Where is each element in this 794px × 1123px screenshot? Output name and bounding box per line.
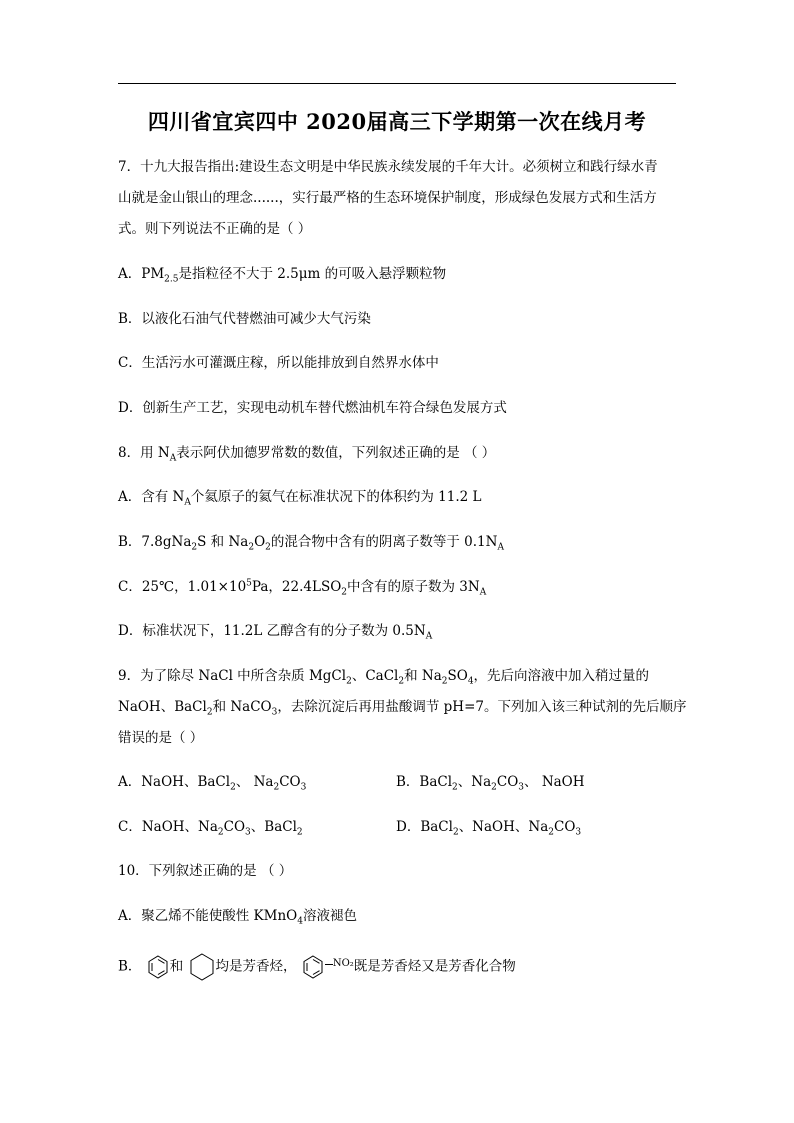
q7-stem-line2: 山就是金山银山的理念......，实行最严格的生态环境保护制度，形成绿色发展方式和生活方 [118, 190, 657, 206]
q9-option-c: C．NaOH、$Na_2CO_3$、BaCl$_2$ [118, 819, 303, 838]
q8-option-d: D．标准状况下，11.2L 乙醇含有的分子数为 $0.5N_A$ [118, 623, 433, 642]
q8-option-b: B．7.8gNa$_2$S 和 $Na_2O_2$的混合物中含有的阴离子数等于 $0.1N_A$ [118, 534, 504, 553]
q10-option-b: B． 和 均是芳香烃， $^{NO_2}$既是芳香烃又是芳香化合物 [118, 953, 516, 981]
q8-stem: 8．用 $N_A$表示阿伏加德罗常数的数值，下列叙述正确的是 （ ） [118, 445, 496, 464]
q9-option-a: A．NaOH、BaCl$_2$、 $Na_2CO_3$ [118, 774, 307, 793]
cyclohexane-ring-icon [189, 953, 215, 981]
q9-option-b: B．BaCl$_2$、$Na_2CO_3$、 NaOH [396, 774, 585, 793]
q7-option-c: C．生活污水可灌溉庄稼，所以能排放到自然界水体中 [118, 355, 439, 371]
q9-stem-line1: 9．为了除尽 NaCl 中所含杂质 MgCl$_2$、CaCl$_2$和 $Na_2SO_4$，先后向溶液中加入稍过量的 [118, 668, 650, 687]
q9-option-d: D．BaCl$_2$、NaOH、$Na_2CO_3$ [396, 819, 582, 838]
header-rule [118, 83, 676, 84]
q8-option-a: A．含有 $N_A$个氦原子的氦气在标准状况下的体积约为 11.2 L [118, 489, 482, 508]
q8-option-c: C．25℃，$1.01\times 10^5Pa$，$22.4LSO_2$中含有的原子数为 $3N_A$ [118, 578, 487, 598]
benzene-ring-icon [147, 955, 169, 979]
q7-option-a: A．$PM_{2.5}$是指粒径不大于 2.5μm 的可吸入悬浮颗粒物 [118, 266, 447, 285]
page-title: 四川省宜宾四中 2020届高三下学期第一次在线月考 [147, 109, 647, 134]
q7-stem-line3: 式。则下列说法不正确的是（ ） [118, 221, 312, 237]
q7-stem-line1: 7．十九大报告指出:建设生态文明是中华民族永续发展的千年大计。必须树立和践行绿水青 [118, 159, 658, 175]
q10-option-a: A．聚乙烯不能使酸性 KMnO$_4$溶液褪色 [118, 908, 357, 927]
q9-stem-line3: 错误的是（ ） [118, 730, 204, 746]
nitrobenzene-ring-icon [302, 955, 324, 979]
nitro-group-label: NO₂ [332, 957, 354, 969]
q9-stem-line2: NaOH、BaCl$_2$和 NaCO$_3$，去除沉淀后再用盐酸调节 pH=7。下列加入该三种试剂的先后顺序 [118, 699, 687, 718]
q7-option-d: D．创新生产工艺，实现电动机车替代燃油机车符合绿色发展方式 [118, 400, 507, 416]
q10-stem: 10．下列叙述正确的是 （ ） [118, 863, 293, 879]
q7-option-b: B．以液化石油气代替燃油可减少大气污染 [118, 311, 371, 327]
